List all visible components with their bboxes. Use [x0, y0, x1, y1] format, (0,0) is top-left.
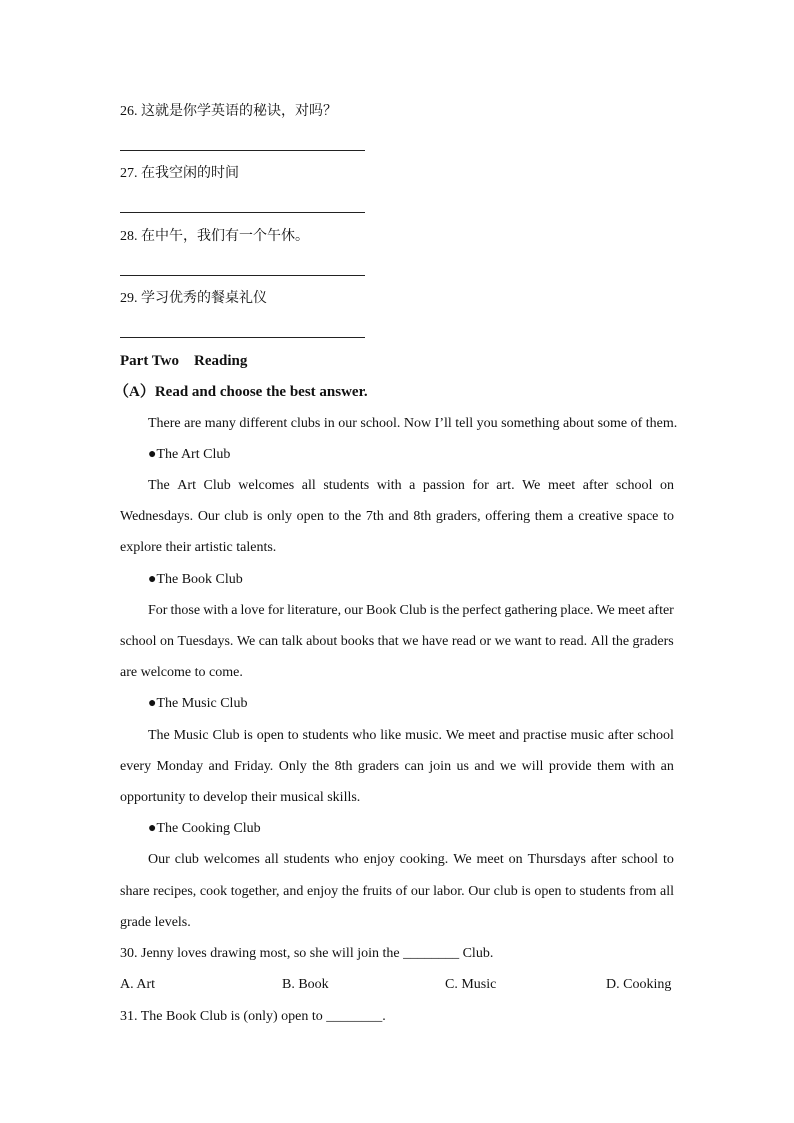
word: a — [567, 509, 574, 524]
translation-item-29 — [120, 290, 267, 308]
word: share — [120, 884, 150, 899]
word: together, — [230, 884, 280, 899]
word: and — [388, 509, 409, 524]
word: Club — [212, 728, 240, 743]
word: The — [148, 728, 170, 743]
word: after — [582, 478, 609, 493]
word: that — [377, 634, 399, 649]
word: Music — [173, 728, 209, 743]
word: Our — [197, 509, 220, 524]
word: school — [120, 634, 157, 649]
art-line-2 — [120, 508, 674, 526]
word: on — [508, 852, 523, 867]
word: of — [395, 884, 408, 899]
word: our — [344, 603, 363, 618]
word: club — [493, 884, 518, 899]
word: and — [474, 759, 495, 774]
word: every — [120, 759, 152, 774]
answer-line-27[interactable] — [120, 212, 365, 213]
answer-line-28[interactable] — [120, 275, 365, 276]
word: club — [174, 852, 199, 867]
music-line-3: opportunity to develop their musical skills. — [120, 790, 361, 805]
word: graders — [357, 759, 400, 774]
word: and — [208, 759, 229, 774]
word: meet — [476, 852, 504, 867]
word: talk — [281, 634, 303, 649]
item-text: 这就是你学英语的秘诀，对吗？ — [141, 104, 337, 119]
word: all — [264, 852, 279, 867]
word: meet — [547, 478, 576, 493]
word: and — [499, 728, 520, 743]
intro-paragraph: There are many different clubs in our school. Now I’ll tell you something about some of them. — [148, 416, 678, 431]
club-heading-art: ●The Art Club — [148, 447, 231, 462]
word: is — [253, 509, 263, 524]
word: to — [663, 852, 674, 867]
word: graders, — [435, 509, 481, 524]
word: we — [402, 634, 419, 649]
word: gathering — [504, 603, 558, 618]
word: welcomes — [203, 852, 260, 867]
item-text: 在中午，我们有一个午休。 — [141, 229, 309, 244]
word: recipes, — [153, 884, 197, 899]
word: The — [148, 478, 170, 493]
word: Thursdays — [527, 852, 586, 867]
word: enjoy — [363, 852, 395, 867]
word: school — [637, 728, 674, 743]
word: Club — [399, 603, 427, 618]
translation-item-28 — [120, 228, 309, 246]
word: offering — [485, 509, 531, 524]
word: open — [296, 509, 324, 524]
word: is — [521, 884, 531, 899]
word: Monday — [156, 759, 204, 774]
word: Book — [366, 603, 397, 618]
word: For — [148, 603, 168, 618]
word: meet — [468, 728, 496, 743]
word: who — [352, 728, 377, 743]
word: Club — [203, 478, 231, 493]
word: after — [648, 603, 674, 618]
word: after — [607, 728, 634, 743]
item-text: 在我空闲的时间 — [141, 166, 239, 181]
word: for — [472, 478, 489, 493]
word: and — [283, 884, 304, 899]
club-heading-cooking: ●The Cooking Club — [148, 821, 261, 836]
word: a — [231, 603, 238, 618]
translation-item-26 — [120, 103, 337, 121]
option-b[interactable]: B. Book — [282, 977, 329, 992]
word: cook — [199, 884, 228, 899]
word: or — [479, 634, 492, 649]
word: We — [236, 634, 256, 649]
word: We — [445, 728, 465, 743]
word: music — [570, 728, 604, 743]
item-number: 29. — [120, 291, 138, 306]
word: provide — [548, 759, 592, 774]
option-c[interactable]: C. Music — [445, 977, 497, 992]
word: to — [663, 509, 674, 524]
word: students — [283, 852, 330, 867]
word: them — [596, 759, 625, 774]
word: from — [629, 884, 657, 899]
part-title: Part Two Reading — [120, 353, 248, 369]
word: practise — [523, 728, 567, 743]
word: is — [243, 728, 253, 743]
word: Tuesdays. — [177, 634, 234, 649]
word: 8th — [413, 509, 432, 524]
question-30-stem: 30. Jenny loves drawing most, so she will join the ________ Club. — [120, 946, 494, 961]
word: on — [160, 634, 175, 649]
word: Wednesdays. — [120, 509, 194, 524]
word: with — [376, 478, 402, 493]
word: our — [410, 884, 430, 899]
word: want — [514, 634, 542, 649]
word: about — [306, 634, 338, 649]
art-line-3: explore their artistic talents. — [120, 540, 277, 555]
word: meet — [617, 603, 646, 618]
word: read — [451, 634, 476, 649]
word: with — [203, 603, 229, 618]
word: music. — [405, 728, 443, 743]
word: can — [404, 759, 424, 774]
word: Our — [468, 884, 491, 899]
word: us — [456, 759, 469, 774]
section-a-heading: （A）Read and choose the best answer. — [114, 384, 368, 400]
word: all — [660, 884, 674, 899]
word: 7th — [365, 509, 384, 524]
word: open — [256, 728, 284, 743]
item-number: 28. — [120, 229, 138, 244]
word: who — [334, 852, 359, 867]
word: labor. — [433, 884, 465, 899]
word: the — [442, 603, 460, 618]
answer-line-26[interactable] — [120, 150, 365, 151]
word: we — [494, 634, 511, 649]
word: We — [522, 478, 541, 493]
word: Friday. — [234, 759, 274, 774]
word: join — [429, 759, 452, 774]
option-d[interactable]: D. Cooking — [606, 977, 672, 992]
word: after — [590, 852, 617, 867]
word: can — [258, 634, 279, 649]
word: art. — [496, 478, 515, 493]
word: love — [240, 603, 265, 618]
word: books — [340, 634, 375, 649]
item-number: 27. — [120, 166, 138, 181]
answer-line-29[interactable] — [120, 337, 365, 338]
word: school — [621, 852, 659, 867]
word: those — [170, 603, 201, 618]
translation-item-27 — [120, 165, 239, 183]
word: literature, — [287, 603, 342, 618]
club-heading-book: ●The Book Club — [148, 572, 243, 587]
music-line-2 — [120, 758, 674, 776]
cooking-line-3: grade levels. — [120, 915, 191, 930]
cooking-line-2 — [120, 883, 674, 901]
word: with — [630, 759, 656, 774]
word: read. — [559, 634, 588, 649]
word: on — [659, 478, 674, 493]
word: students — [302, 728, 349, 743]
word: students — [579, 884, 626, 899]
book-line-2 — [120, 633, 674, 651]
word: Only — [278, 759, 307, 774]
word: passion — [422, 478, 465, 493]
word: club — [224, 509, 249, 524]
item-text: 学习优秀的餐桌礼仪 — [141, 291, 267, 306]
word: Art — [177, 478, 196, 493]
word: All — [590, 634, 609, 649]
word: creative — [578, 509, 623, 524]
word: open — [534, 884, 562, 899]
word: perfect — [462, 603, 502, 618]
word: is — [429, 603, 440, 618]
word: welcomes — [238, 478, 295, 493]
word: students — [323, 478, 370, 493]
word: the — [341, 884, 359, 899]
word: them — [534, 509, 563, 524]
word: an — [660, 759, 674, 774]
word: school — [615, 478, 653, 493]
word: only — [267, 509, 292, 524]
word: to — [545, 634, 556, 649]
word: the — [312, 759, 330, 774]
word: we — [499, 759, 517, 774]
word: like — [380, 728, 402, 743]
word: the — [611, 634, 630, 649]
word: We — [596, 603, 615, 618]
word: to — [287, 728, 299, 743]
art-line-1 — [148, 477, 674, 495]
word: 8th — [334, 759, 353, 774]
word: for — [267, 603, 285, 618]
word: We — [453, 852, 472, 867]
word: space — [627, 509, 659, 524]
option-a[interactable]: A. Art — [120, 977, 155, 992]
word: cooking. — [399, 852, 449, 867]
book-line-1 — [148, 602, 674, 620]
word: graders — [632, 634, 674, 649]
item-number: 26. — [120, 104, 138, 119]
word: to — [565, 884, 577, 899]
word: fruits — [362, 884, 392, 899]
word: Our — [148, 852, 170, 867]
word: will — [521, 759, 544, 774]
word: a — [409, 478, 416, 493]
music-line-1 — [148, 727, 674, 745]
word: place. — [560, 603, 594, 618]
word: have — [421, 634, 449, 649]
word: to — [328, 509, 340, 524]
club-heading-music: ●The Music Club — [148, 696, 248, 711]
word: the — [344, 509, 362, 524]
word: all — [301, 478, 316, 493]
question-31-stem: 31. The Book Club is (only) open to ________. — [120, 1009, 386, 1024]
book-line-3: are welcome to come. — [120, 665, 243, 680]
cooking-line-1 — [148, 851, 674, 869]
word: enjoy — [307, 884, 339, 899]
